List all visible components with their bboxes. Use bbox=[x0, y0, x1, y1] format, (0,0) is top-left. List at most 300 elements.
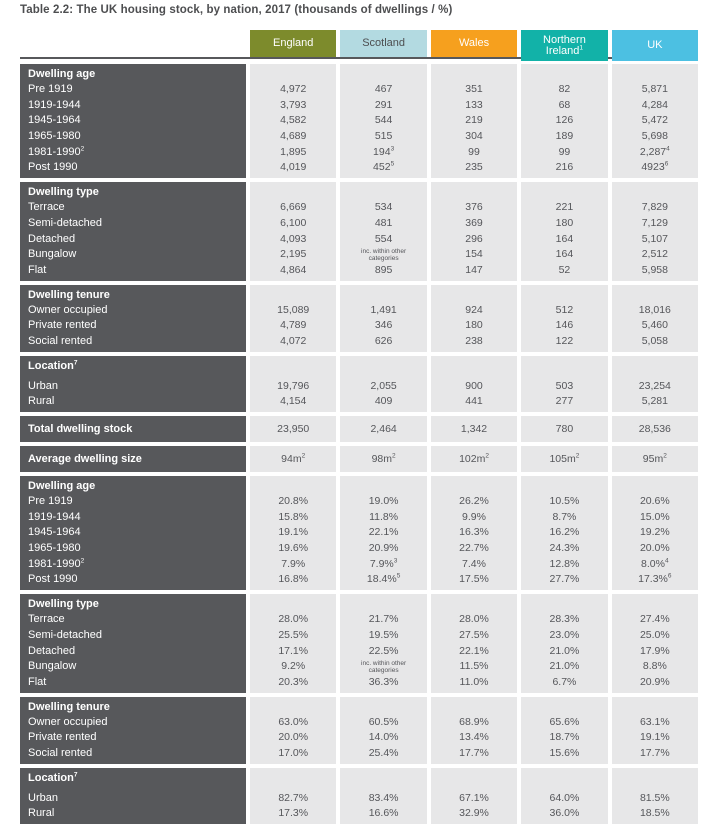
table-cell: 25.4% bbox=[368, 746, 399, 759]
column-header-spacer bbox=[431, 66, 517, 82]
table-cell: 5,058 bbox=[641, 334, 668, 347]
table-cell: 64.0% bbox=[549, 791, 580, 804]
footnote-marker: 3 bbox=[390, 145, 395, 153]
table-cell: 28.3% bbox=[549, 613, 580, 626]
table-cell: 7.9% bbox=[281, 557, 306, 570]
table-cell: 554 bbox=[374, 232, 393, 245]
table-cell: 238 bbox=[465, 334, 483, 347]
table-cell: 5,871 bbox=[641, 83, 668, 95]
column-header-wales bbox=[431, 30, 517, 57]
table-cell: 221 bbox=[555, 201, 574, 214]
group-1-dwelling-type bbox=[20, 182, 698, 280]
table-cell: 277 bbox=[555, 395, 574, 408]
group-7-dwelling-type bbox=[20, 594, 698, 692]
table-cell: 20.0% bbox=[639, 542, 670, 555]
table-cell: $105m^2$ bbox=[549, 452, 580, 465]
table-cell: $98m^2$ bbox=[371, 452, 396, 465]
table-cell: 11.0% bbox=[459, 675, 489, 688]
column-header-label: England bbox=[273, 37, 314, 49]
column-header-spacer bbox=[250, 184, 336, 200]
table-cell: 99 bbox=[558, 145, 571, 158]
table-cell: 19,796 bbox=[277, 379, 310, 392]
group-header: Dwelling age bbox=[28, 480, 96, 492]
table-cell: 28.0% bbox=[459, 613, 489, 626]
table-cell: 18,016 bbox=[638, 303, 671, 316]
row-label: 1945-1964 bbox=[28, 114, 81, 127]
table-cell: 4,689 bbox=[280, 130, 307, 143]
table-cell: 16.3% bbox=[459, 526, 489, 539]
table-cell: 83.4% bbox=[368, 791, 399, 804]
cell-note: inc. within other categories bbox=[361, 248, 407, 263]
data-column-england bbox=[250, 285, 336, 352]
row-label: 1981-1990$^2$ bbox=[28, 145, 85, 158]
table-cell: 9.9% bbox=[462, 510, 486, 523]
table-cell: 376 bbox=[465, 201, 483, 214]
column-header-scotland bbox=[340, 30, 426, 57]
data-column-england bbox=[250, 356, 336, 412]
column-header-spacer bbox=[250, 287, 336, 303]
column-header-spacer bbox=[521, 66, 607, 82]
data-column-uk bbox=[612, 356, 698, 412]
group-label-column bbox=[20, 182, 246, 280]
table-cell: 20.9% bbox=[639, 675, 670, 688]
row-label: Private rented bbox=[28, 731, 97, 744]
table-cell: 11.5% bbox=[459, 660, 489, 673]
table-cell: 12.8% bbox=[549, 557, 580, 570]
table-cell: $194^3$ bbox=[373, 145, 395, 158]
table-cell: 9.2% bbox=[281, 660, 306, 673]
group-6-dwelling-age bbox=[20, 476, 698, 590]
column-header-spacer bbox=[431, 287, 517, 303]
table-cell: 1,342 bbox=[460, 423, 488, 435]
table-cell: 235 bbox=[465, 161, 483, 174]
table-cell: 18.5% bbox=[639, 807, 670, 820]
table-cell: 7.9%$^3$ bbox=[369, 557, 398, 570]
table-cell: 15,089 bbox=[277, 303, 310, 316]
row-label: Social rented bbox=[28, 334, 93, 347]
group-header: Location$^7$ bbox=[28, 358, 78, 372]
row-label: Private rented bbox=[28, 319, 97, 332]
table-cell: 8.7% bbox=[552, 510, 577, 523]
column-header-spacer bbox=[250, 770, 336, 786]
table-cell: 18.4%$^5$ bbox=[366, 572, 401, 586]
row-label: Bungalow bbox=[28, 248, 77, 261]
table-cell: 19.2% bbox=[639, 526, 670, 539]
table-cell: 1,491 bbox=[370, 303, 397, 316]
data-column-wales bbox=[431, 416, 517, 442]
table-cell: 154 bbox=[465, 248, 483, 261]
group-9-location bbox=[20, 768, 698, 824]
column-header-spacer bbox=[521, 184, 607, 200]
table-cell: 4,093 bbox=[280, 232, 307, 245]
data-column-northern-ireland bbox=[521, 594, 607, 692]
table-cell: $102m^2$ bbox=[459, 452, 489, 465]
data-column-northern-ireland bbox=[521, 285, 607, 352]
table-cell: 924 bbox=[465, 303, 483, 316]
table-cell: $452^5$ bbox=[373, 160, 395, 174]
table-cell: 4,864 bbox=[280, 263, 307, 276]
footnote-marker: 4 bbox=[664, 557, 669, 565]
data-column-england bbox=[250, 64, 336, 178]
data-column-wales bbox=[431, 768, 517, 824]
data-column-wales bbox=[431, 446, 517, 472]
column-header-northern-ireland bbox=[521, 30, 607, 61]
row-label: 1919-1944 bbox=[28, 510, 81, 523]
table-cell: 25.5% bbox=[278, 628, 309, 641]
group-label-column bbox=[20, 594, 246, 692]
table-cell: 17.0% bbox=[278, 746, 309, 759]
row-label: Flat bbox=[28, 263, 47, 276]
column-header-label: UK bbox=[647, 39, 663, 51]
table-cell: 17.9% bbox=[639, 644, 670, 657]
table-cell: 2,195 bbox=[280, 248, 307, 261]
table-cell: 82.7% bbox=[278, 791, 309, 804]
footnote-marker: 5 bbox=[390, 160, 395, 168]
table-cell: 146 bbox=[555, 319, 574, 332]
cell-note: inc. within other categories bbox=[361, 660, 407, 675]
table-cell: 467 bbox=[374, 83, 393, 95]
row-label: Owner occupied bbox=[28, 715, 108, 728]
table-cell: 23,254 bbox=[638, 379, 671, 392]
table-cell: 512 bbox=[555, 303, 574, 316]
table-cell: 5,958 bbox=[641, 263, 668, 276]
table-cell: 409 bbox=[374, 395, 393, 408]
table-cell: 4,154 bbox=[280, 395, 307, 408]
table-cell: 2,055 bbox=[370, 379, 397, 392]
table-cell: 82 bbox=[558, 83, 571, 95]
row-label: Social rented bbox=[28, 746, 93, 759]
column-header-spacer bbox=[431, 770, 517, 786]
footnote-marker: 6 bbox=[664, 160, 669, 168]
table-cell: 900 bbox=[465, 379, 483, 392]
column-header-spacer bbox=[340, 184, 426, 200]
table-cell: 52 bbox=[558, 263, 571, 276]
table-cell: 17.7% bbox=[459, 746, 489, 759]
row-label: Bungalow bbox=[28, 660, 77, 673]
table-cell: 189 bbox=[555, 130, 574, 143]
data-column-wales bbox=[431, 356, 517, 412]
table-cell: $94m^2$ bbox=[281, 452, 306, 465]
table-cell: 23.0% bbox=[549, 628, 580, 641]
table-cell: 481 bbox=[374, 216, 393, 229]
footnote-marker: 5 bbox=[396, 572, 401, 580]
column-header-spacer bbox=[340, 358, 426, 374]
data-column-scotland bbox=[340, 594, 426, 692]
data-column-wales bbox=[431, 64, 517, 178]
table-cell: 63.1% bbox=[639, 715, 670, 728]
table-cell: 291 bbox=[374, 98, 393, 111]
group-header: Dwelling tenure bbox=[28, 700, 110, 713]
column-header-spacer bbox=[340, 596, 426, 612]
table-cell: 6,669 bbox=[280, 201, 307, 214]
table-cell: 164 bbox=[555, 248, 574, 261]
row-label: 1965-1980 bbox=[28, 542, 81, 555]
table-cell: 8.0%$^4$ bbox=[641, 557, 669, 570]
table-cell: 19.5% bbox=[368, 628, 399, 641]
column-header-spacer bbox=[431, 358, 517, 374]
data-column-northern-ireland bbox=[521, 64, 607, 178]
table-cell: 14.0% bbox=[368, 731, 399, 744]
table-cell: 15.0% bbox=[639, 510, 670, 523]
table-cell: 1,895 bbox=[280, 145, 307, 158]
row-label: Terrace bbox=[28, 201, 65, 214]
table-cell: 65.6% bbox=[549, 715, 580, 728]
footnote-marker: 2 bbox=[301, 452, 306, 460]
column-header-spacer bbox=[250, 66, 336, 82]
table-cell: 27.5% bbox=[459, 628, 489, 641]
row-label: Detached bbox=[28, 644, 76, 657]
table-cell: 626 bbox=[374, 334, 393, 347]
data-column-scotland bbox=[340, 697, 426, 764]
table-cell: 19.0% bbox=[368, 495, 399, 507]
column-header-spacer bbox=[250, 478, 336, 494]
table-cell: 122 bbox=[555, 334, 574, 347]
table-cell: 780 bbox=[555, 423, 574, 435]
footnote-marker: 2 bbox=[80, 557, 85, 565]
table-body bbox=[20, 64, 698, 824]
column-header-spacer bbox=[612, 287, 698, 303]
column-header-spacer bbox=[521, 699, 607, 715]
table-cell: 544 bbox=[374, 114, 393, 127]
footnote-marker: 2 bbox=[80, 145, 85, 153]
table-cell: 7,829 bbox=[641, 201, 668, 214]
table-cell: 15.6% bbox=[549, 746, 580, 759]
row-label: Pre 1919 bbox=[28, 495, 73, 507]
data-column-scotland bbox=[340, 768, 426, 824]
data-column-scotland bbox=[340, 446, 426, 472]
table-cell: 6,100 bbox=[280, 216, 307, 229]
row-label: Post 1990 bbox=[28, 161, 78, 174]
data-column-scotland bbox=[340, 64, 426, 178]
table-cell: 15.8% bbox=[278, 510, 309, 523]
column-header-spacer bbox=[340, 287, 426, 303]
group-label-column bbox=[20, 64, 246, 178]
table-cell: 19.6% bbox=[278, 542, 309, 555]
column-header-label: Wales bbox=[458, 37, 490, 49]
column-header-spacer bbox=[431, 184, 517, 200]
data-column-uk bbox=[612, 446, 698, 472]
table-cell: 22.7% bbox=[459, 542, 489, 555]
table-cell: 164 bbox=[555, 232, 574, 245]
group-4-total-dwelling-stock bbox=[20, 416, 698, 442]
data-column-wales bbox=[431, 594, 517, 692]
data-column-scotland bbox=[340, 182, 426, 280]
table-cell: 8.8% bbox=[642, 660, 667, 673]
table-cell: 895 bbox=[374, 263, 393, 276]
footnote-marker: 1 bbox=[579, 43, 584, 51]
table-cell: 81.5% bbox=[639, 791, 670, 804]
table-cell: 304 bbox=[465, 130, 483, 143]
column-header-spacer bbox=[521, 596, 607, 612]
table-cell: 5,472 bbox=[641, 114, 668, 127]
table-cell: 36.3% bbox=[368, 675, 399, 688]
group-0-dwelling-age bbox=[20, 64, 698, 178]
data-column-uk bbox=[612, 476, 698, 590]
data-column-northern-ireland bbox=[521, 697, 607, 764]
column-header-label: Scotland bbox=[362, 37, 406, 49]
table-cell: 21.0% bbox=[549, 644, 580, 657]
data-column-england bbox=[250, 594, 336, 692]
housing-stock-table bbox=[20, 30, 698, 824]
table-cell: 296 bbox=[465, 232, 483, 245]
table-cell: 19.1% bbox=[278, 526, 309, 539]
footnote-marker: 7 bbox=[73, 770, 78, 778]
table-cell: $95m^2$ bbox=[642, 452, 667, 465]
table-cell: 17.7% bbox=[639, 746, 670, 759]
table-cell bbox=[340, 659, 426, 675]
table-cell: 20.0% bbox=[278, 731, 309, 744]
table-cell: 67.1% bbox=[459, 791, 489, 804]
data-column-wales bbox=[431, 182, 517, 280]
table-cell: 534 bbox=[374, 201, 393, 214]
data-column-northern-ireland bbox=[521, 768, 607, 824]
group-5-average-dwelling-size bbox=[20, 446, 698, 472]
table-cell: 17.3%$^6$ bbox=[638, 572, 672, 586]
table-cell: 16.8% bbox=[278, 573, 309, 586]
data-column-uk bbox=[612, 697, 698, 764]
footnote-marker: 2 bbox=[663, 452, 667, 460]
column-header-spacer bbox=[431, 596, 517, 612]
table-cell: 13.4% bbox=[459, 731, 489, 744]
group-8-dwelling-tenure bbox=[20, 697, 698, 764]
column-header-spacer bbox=[340, 770, 426, 786]
data-column-uk bbox=[612, 594, 698, 692]
table-cell: 2,287$^4$ bbox=[639, 145, 670, 158]
column-header-spacer bbox=[431, 478, 517, 494]
table-cell: 515 bbox=[374, 130, 393, 143]
row-label: Terrace bbox=[28, 613, 65, 626]
table-cell: 27.4% bbox=[639, 613, 670, 626]
row-label: 1919-1944 bbox=[28, 98, 81, 111]
table-cell: 26.2% bbox=[459, 495, 489, 507]
table-cell: 36.0% bbox=[549, 807, 580, 820]
table-cell: 503 bbox=[555, 379, 574, 392]
table-cell: 5,281 bbox=[641, 395, 668, 408]
row-label: 1981-1990$^2$ bbox=[28, 557, 85, 570]
column-header-label: Northern Ireland$^1$ bbox=[543, 33, 586, 57]
row-label: Semi-detached bbox=[28, 216, 102, 229]
table-cell: 10.5% bbox=[549, 495, 580, 507]
table-cell: 63.0% bbox=[278, 715, 309, 728]
table-cell: 20.6% bbox=[639, 495, 670, 507]
column-header-spacer bbox=[340, 478, 426, 494]
table-cell: 7,129 bbox=[641, 216, 668, 229]
data-column-northern-ireland bbox=[521, 446, 607, 472]
group-header: Dwelling type bbox=[28, 186, 99, 199]
table-cell: 4,789 bbox=[280, 319, 307, 332]
column-header-spacer bbox=[431, 699, 517, 715]
table-cell: 21.7% bbox=[368, 613, 399, 626]
data-column-england bbox=[250, 476, 336, 590]
row-label: 1965-1980 bbox=[28, 130, 81, 143]
table-cell bbox=[340, 247, 426, 263]
data-column-england bbox=[250, 446, 336, 472]
table-cell: 5,107 bbox=[641, 232, 668, 245]
data-column-england bbox=[250, 697, 336, 764]
footnote-marker: 3 bbox=[393, 557, 398, 565]
column-header-spacer bbox=[521, 478, 607, 494]
table-cell: 7.4% bbox=[462, 557, 486, 570]
table-cell: 11.8% bbox=[369, 510, 399, 523]
row-label: Flat bbox=[28, 675, 47, 688]
column-header-spacer bbox=[250, 596, 336, 612]
data-column-northern-ireland bbox=[521, 416, 607, 442]
data-column-uk bbox=[612, 416, 698, 442]
table-cell: 19.1% bbox=[639, 731, 670, 744]
column-header-uk bbox=[612, 30, 698, 61]
table-cell: 17.5% bbox=[459, 573, 489, 586]
data-column-northern-ireland bbox=[521, 356, 607, 412]
table-header-row bbox=[20, 30, 698, 61]
table-cell: 68 bbox=[558, 98, 571, 111]
table-cell: 22.1% bbox=[459, 644, 489, 657]
row-label: Detached bbox=[28, 232, 76, 245]
table-cell: 180 bbox=[555, 216, 574, 229]
table-cell: 2,464 bbox=[370, 423, 397, 435]
row-label: Pre 1919 bbox=[28, 83, 73, 95]
group-label-column bbox=[20, 476, 246, 590]
table-cell: 32.9% bbox=[459, 807, 489, 820]
data-column-uk bbox=[612, 285, 698, 352]
table-cell: 133 bbox=[465, 98, 483, 111]
table-cell: 219 bbox=[465, 114, 483, 127]
table-cell: 27.7% bbox=[549, 573, 580, 586]
footnote-marker: 2 bbox=[485, 452, 489, 460]
table-cell: 21.0% bbox=[549, 660, 580, 673]
data-column-wales bbox=[431, 285, 517, 352]
footnote-marker: 6 bbox=[667, 572, 672, 580]
data-column-uk bbox=[612, 768, 698, 824]
footnote-marker: 2 bbox=[392, 452, 396, 460]
group-3-location bbox=[20, 356, 698, 412]
table-cell: 20.3% bbox=[278, 675, 309, 688]
group-row-label: Total dwelling stock bbox=[28, 423, 133, 435]
table-cell: 28,536 bbox=[638, 423, 671, 435]
column-header-spacer bbox=[612, 478, 698, 494]
group-header: Location$^7$ bbox=[28, 770, 78, 784]
table-cell: 25.0% bbox=[639, 628, 670, 641]
group-label-column bbox=[20, 285, 246, 352]
row-label: Urban bbox=[28, 379, 58, 392]
table-cell: 60.5% bbox=[368, 715, 399, 728]
row-label: Rural bbox=[28, 807, 55, 820]
column-header-spacer bbox=[612, 358, 698, 374]
table-cell: 24.3% bbox=[549, 542, 580, 555]
row-label: Post 1990 bbox=[28, 573, 78, 586]
table-cell: 16.6% bbox=[368, 807, 399, 820]
column-header-spacer bbox=[612, 184, 698, 200]
table-cell: 6.7% bbox=[552, 675, 577, 688]
table-cell: 68.9% bbox=[459, 715, 489, 728]
table-cell: 20.9% bbox=[368, 542, 399, 555]
table-cell: 16.2% bbox=[549, 526, 580, 539]
table-cell: 346 bbox=[374, 319, 393, 332]
data-column-scotland bbox=[340, 356, 426, 412]
column-header-spacer bbox=[612, 66, 698, 82]
table-cell: 180 bbox=[465, 319, 483, 332]
row-label: Rural bbox=[28, 395, 55, 408]
table-cell: 23,950 bbox=[277, 423, 310, 435]
group-label-column bbox=[20, 446, 246, 472]
group-header: Dwelling age bbox=[28, 68, 96, 80]
table-cell: 5,460 bbox=[641, 319, 668, 332]
group-label-column bbox=[20, 697, 246, 764]
data-column-uk bbox=[612, 64, 698, 178]
table-cell: 3,793 bbox=[280, 98, 307, 111]
data-column-northern-ireland bbox=[521, 476, 607, 590]
table-cell: 4,284 bbox=[641, 98, 668, 111]
group-header: Dwelling type bbox=[28, 598, 99, 611]
